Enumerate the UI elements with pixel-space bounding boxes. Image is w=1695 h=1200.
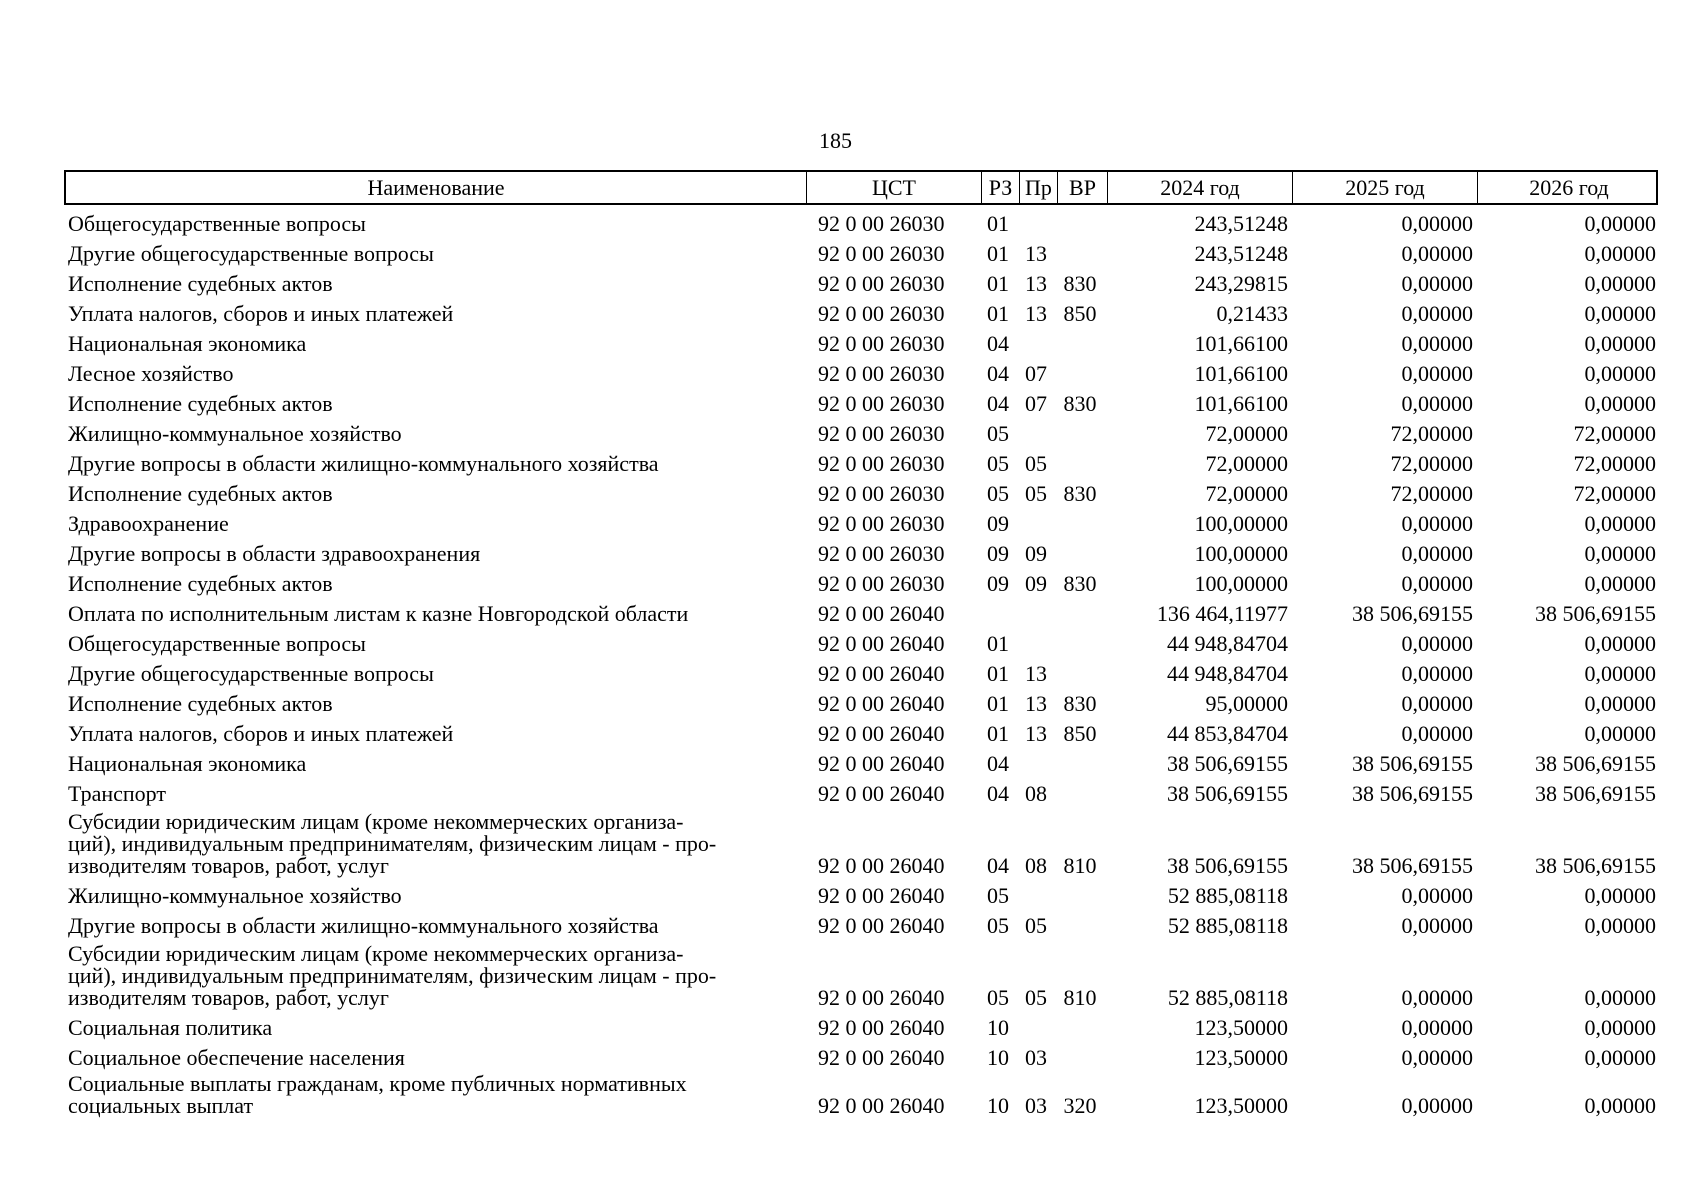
- cell-2024: 95,00000: [1205, 691, 1288, 716]
- cell-cst: 92 0 00 26040: [818, 1045, 945, 1070]
- cell-2024: 0,21433: [1216, 301, 1288, 326]
- cell-2024: 52 885,08118: [1167, 913, 1288, 938]
- table-row: [64, 595, 1658, 625]
- cell-2025: 0,00000: [1401, 301, 1473, 326]
- cell-name: Исполнение судебных актов: [68, 571, 333, 596]
- cell-name: Общегосударственные вопросы: [68, 631, 366, 656]
- cell-vr: 830: [1063, 271, 1097, 296]
- cell-2026: 0,00000: [1584, 541, 1656, 566]
- cell-2026: 0,00000: [1584, 361, 1656, 386]
- cell-name: Жилищно-коммунальное хозяйство: [68, 883, 402, 908]
- cell-2024: 101,66100: [1194, 331, 1288, 356]
- cell-cst: 92 0 00 26030: [818, 211, 945, 236]
- cell-pr: 13: [1025, 271, 1047, 296]
- cell-cst: 92 0 00 26030: [818, 481, 945, 506]
- cell-cst: 92 0 00 26030: [818, 331, 945, 356]
- cell-vr: [1055, 1035, 1105, 1039]
- cell-2025: 38 506,69155: [1352, 853, 1473, 878]
- cell-pr: 13: [1025, 721, 1047, 746]
- cell-vr: 830: [1063, 391, 1097, 416]
- table-body: [64, 205, 1658, 1117]
- cell-2024: 44 853,84704: [1167, 721, 1288, 746]
- cell-2026: 0,00000: [1584, 211, 1656, 236]
- cell-pr: 08: [1025, 853, 1047, 878]
- cell-vr: 830: [1063, 571, 1097, 596]
- cell-cst: 92 0 00 26040: [818, 661, 945, 686]
- cell-cst: 92 0 00 26040: [818, 781, 945, 806]
- cell-name: Другие общегосударственные вопросы: [68, 661, 434, 686]
- cell-cst: 92 0 00 26040: [818, 721, 945, 746]
- table-row: [64, 355, 1658, 385]
- cell-vr: [1055, 351, 1105, 355]
- cell-pr: 13: [1025, 691, 1047, 716]
- cell-pr: 09: [1025, 541, 1047, 566]
- table-row: [64, 265, 1658, 295]
- cell-2026: 0,00000: [1584, 913, 1656, 938]
- table-row: [64, 1039, 1658, 1069]
- cell-cst: 92 0 00 26040: [818, 913, 945, 938]
- cell-2026: 0,00000: [1584, 1045, 1656, 1070]
- cell-2025: 0,00000: [1401, 661, 1473, 686]
- cell-cst: 92 0 00 26040: [818, 1093, 945, 1118]
- cell-vr: 850: [1063, 721, 1097, 746]
- cell-2026: 0,00000: [1584, 691, 1656, 716]
- cell-2025: 38 506,69155: [1352, 751, 1473, 776]
- cell-2024: 52 885,08118: [1167, 985, 1288, 1010]
- cell-cst: 92 0 00 26040: [818, 691, 945, 716]
- cell-2026: 38 506,69155: [1535, 853, 1656, 878]
- cell-vr: [1055, 441, 1105, 445]
- cell-2025: 0,00000: [1401, 571, 1473, 596]
- cell-2024: 72,00000: [1205, 451, 1288, 476]
- table-row: [64, 445, 1658, 475]
- table-row: [64, 475, 1658, 505]
- cell-rz: [979, 621, 1017, 625]
- cell-2025: 0,00000: [1401, 1093, 1473, 1118]
- cell-rz: 04: [987, 781, 1009, 806]
- cell-cst: 92 0 00 26030: [818, 241, 945, 266]
- cell-name: Социальная политика: [68, 1015, 273, 1040]
- cell-rz: 04: [987, 361, 1009, 386]
- budget-table: [64, 170, 1658, 1117]
- cell-vr: [1055, 1065, 1105, 1069]
- cell-cst: 92 0 00 26030: [818, 391, 945, 416]
- cell-2026: 0,00000: [1584, 661, 1656, 686]
- cell-cst: 92 0 00 26040: [818, 751, 945, 776]
- cell-name: Здравоохранение: [68, 511, 229, 536]
- cell-2024: 100,00000: [1194, 541, 1288, 566]
- cell-2025: 0,00000: [1401, 361, 1473, 386]
- table-row: [64, 325, 1658, 355]
- cell-name: Исполнение судебных актов: [68, 691, 333, 716]
- table-row: [64, 385, 1658, 415]
- cell-2026: 72,00000: [1573, 481, 1656, 506]
- cell-rz: 01: [987, 661, 1009, 686]
- cell-vr: [1055, 561, 1105, 565]
- cell-vr: [1055, 621, 1105, 625]
- cell-vr: 320: [1063, 1093, 1097, 1118]
- table-row: [64, 907, 1658, 937]
- cell-cst: 92 0 00 26030: [818, 361, 945, 386]
- cell-pr: 09: [1025, 571, 1047, 596]
- cell-name: Оплата по исполнительным листам к казне Новгородской области: [68, 601, 689, 626]
- cell-rz: 01: [987, 211, 1009, 236]
- cell-cst: 92 0 00 26030: [818, 451, 945, 476]
- cell-cst: 92 0 00 26030: [818, 301, 945, 326]
- cell-2026: 0,00000: [1584, 331, 1656, 356]
- cell-2024: 136 464,11977: [1156, 601, 1288, 626]
- cell-pr: 08: [1025, 781, 1047, 806]
- cell-vr: [1055, 231, 1105, 235]
- cell-2024: 123,50000: [1194, 1045, 1288, 1070]
- header-2024: 2024 год: [1107, 172, 1292, 203]
- cell-2025: 0,00000: [1401, 391, 1473, 416]
- cell-vr: 830: [1063, 691, 1097, 716]
- cell-cst: 92 0 00 26030: [818, 571, 945, 596]
- header-rz: РЗ: [981, 172, 1019, 203]
- cell-2025: 0,00000: [1401, 271, 1473, 296]
- cell-2024: 123,50000: [1194, 1093, 1288, 1118]
- cell-2026: 72,00000: [1573, 421, 1656, 446]
- cell-vr: [1055, 933, 1105, 937]
- cell-2026: 0,00000: [1584, 301, 1656, 326]
- cell-pr: [1017, 621, 1055, 625]
- cell-cst: 92 0 00 26040: [818, 985, 945, 1010]
- cell-2025: 0,00000: [1401, 985, 1473, 1010]
- cell-2025: 0,00000: [1401, 331, 1473, 356]
- cell-2026: 72,00000: [1573, 451, 1656, 476]
- cell-rz: 04: [987, 331, 1009, 356]
- cell-vr: [1055, 531, 1105, 535]
- cell-2024: 243,29815: [1194, 271, 1288, 296]
- cell-vr: [1055, 651, 1105, 655]
- cell-2024: 72,00000: [1205, 421, 1288, 446]
- cell-pr: [1017, 1035, 1055, 1039]
- cell-pr: [1017, 441, 1055, 445]
- cell-rz: 01: [987, 241, 1009, 266]
- cell-name: Субсидии юридическим лицам (кроме некоммерческих организа- ций), индивидуальным предпринимателям, физическим лицам - про- изводителям товаров, работ, услуг: [68, 941, 717, 1010]
- cell-2026: 38 506,69155: [1535, 601, 1656, 626]
- cell-2024: 243,51248: [1194, 241, 1288, 266]
- table-row: [64, 877, 1658, 907]
- cell-2024: 44 948,84704: [1167, 631, 1288, 656]
- cell-vr: [1055, 801, 1105, 805]
- table-row: [64, 685, 1658, 715]
- cell-pr: 13: [1025, 241, 1047, 266]
- cell-cst: 92 0 00 26030: [818, 511, 945, 536]
- cell-2026: 0,00000: [1584, 883, 1656, 908]
- table-row: [64, 565, 1658, 595]
- cell-2025: 0,00000: [1401, 211, 1473, 236]
- cell-pr: 03: [1025, 1093, 1047, 1118]
- cell-2026: 0,00000: [1584, 1093, 1656, 1118]
- cell-rz: 05: [987, 421, 1009, 446]
- table-row: [64, 505, 1658, 535]
- cell-2026: 38 506,69155: [1535, 781, 1656, 806]
- cell-rz: 05: [987, 481, 1009, 506]
- table-row: [64, 415, 1658, 445]
- cell-2026: 0,00000: [1584, 571, 1656, 596]
- cell-pr: 05: [1025, 481, 1047, 506]
- table-row: [64, 1009, 1658, 1039]
- cell-2026: 0,00000: [1584, 985, 1656, 1010]
- cell-2025: 72,00000: [1390, 421, 1473, 446]
- cell-pr: 05: [1025, 913, 1047, 938]
- cell-vr: [1055, 471, 1105, 475]
- header-vr: ВР: [1057, 172, 1107, 203]
- cell-cst: 92 0 00 26030: [818, 541, 945, 566]
- cell-2025: 0,00000: [1401, 241, 1473, 266]
- table-row: [64, 235, 1658, 265]
- header-2026: 2026 год: [1477, 172, 1660, 203]
- cell-2026: 0,00000: [1584, 391, 1656, 416]
- cell-vr: [1055, 903, 1105, 907]
- cell-2024: 123,50000: [1194, 1015, 1288, 1040]
- cell-name: Социальное обеспечение населения: [68, 1045, 405, 1070]
- cell-2024: 38 506,69155: [1167, 751, 1288, 776]
- cell-rz: 09: [987, 571, 1009, 596]
- cell-2024: 100,00000: [1194, 511, 1288, 536]
- cell-2025: 0,00000: [1401, 1015, 1473, 1040]
- table-row: [64, 1069, 1658, 1117]
- cell-2026: 0,00000: [1584, 1015, 1656, 1040]
- table-row: [64, 715, 1658, 745]
- cell-rz: 04: [987, 853, 1009, 878]
- cell-2024: 72,00000: [1205, 481, 1288, 506]
- cell-2025: 0,00000: [1401, 541, 1473, 566]
- cell-vr: [1055, 381, 1105, 385]
- cell-name: Субсидии юридическим лицам (кроме некоммерческих организа- ций), индивидуальным предпринимателям, физическим лицам - про- изводителям товаров, работ, услуг: [68, 809, 717, 878]
- cell-pr: 07: [1025, 361, 1047, 386]
- cell-rz: 05: [987, 451, 1009, 476]
- cell-vr: 810: [1063, 853, 1097, 878]
- table-row: [64, 205, 1658, 235]
- cell-2025: 0,00000: [1401, 1045, 1473, 1070]
- cell-cst: 92 0 00 26040: [818, 883, 945, 908]
- cell-2024: 243,51248: [1194, 211, 1288, 236]
- cell-2026: 0,00000: [1584, 241, 1656, 266]
- cell-pr: [1017, 651, 1055, 655]
- cell-pr: [1017, 531, 1055, 535]
- table-row: [64, 775, 1658, 805]
- cell-2024: 100,00000: [1194, 571, 1288, 596]
- cell-vr: 850: [1063, 301, 1097, 326]
- cell-2024: 52 885,08118: [1167, 883, 1288, 908]
- table-row: [64, 937, 1658, 1009]
- cell-2025: 0,00000: [1401, 511, 1473, 536]
- cell-rz: 09: [987, 541, 1009, 566]
- cell-cst: 92 0 00 26030: [818, 421, 945, 446]
- table-row: [64, 745, 1658, 775]
- cell-2025: 72,00000: [1390, 481, 1473, 506]
- cell-vr: [1055, 261, 1105, 265]
- cell-2024: 38 506,69155: [1167, 781, 1288, 806]
- table-row: [64, 655, 1658, 685]
- cell-name: Лесное хозяйство: [68, 361, 234, 386]
- cell-name: Исполнение судебных актов: [68, 271, 333, 296]
- cell-pr: [1017, 231, 1055, 235]
- cell-name: Национальная экономика: [68, 331, 307, 356]
- cell-rz: 09: [987, 511, 1009, 536]
- cell-name: Общегосударственные вопросы: [68, 211, 366, 236]
- cell-2024: 101,66100: [1194, 391, 1288, 416]
- cell-name: Транспорт: [68, 781, 167, 806]
- cell-cst: 92 0 00 26040: [818, 601, 945, 626]
- cell-name: Другие вопросы в области здравоохранения: [68, 541, 481, 566]
- cell-2025: 0,00000: [1401, 721, 1473, 746]
- cell-rz: 04: [987, 751, 1009, 776]
- table-header: [64, 170, 1658, 205]
- cell-rz: 04: [987, 391, 1009, 416]
- cell-name: Уплата налогов, сборов и иных платежей: [68, 721, 454, 746]
- cell-name: Другие общегосударственные вопросы: [68, 241, 434, 266]
- cell-pr: [1017, 903, 1055, 907]
- table-row: [64, 805, 1658, 877]
- cell-2025: 72,00000: [1390, 451, 1473, 476]
- cell-pr: [1017, 351, 1055, 355]
- cell-vr: 830: [1063, 481, 1097, 506]
- cell-cst: 92 0 00 26040: [818, 631, 945, 656]
- cell-cst: 92 0 00 26040: [818, 1015, 945, 1040]
- cell-2025: 38 506,69155: [1352, 601, 1473, 626]
- cell-2025: 0,00000: [1401, 691, 1473, 716]
- header-cst: ЦСТ: [806, 172, 981, 203]
- cell-cst: 92 0 00 26030: [818, 271, 945, 296]
- cell-name: Уплата налогов, сборов и иных платежей: [68, 301, 454, 326]
- cell-vr: 810: [1063, 985, 1097, 1010]
- cell-name: Исполнение судебных актов: [68, 391, 333, 416]
- cell-name: Другие вопросы в области жилищно-коммунального хозяйства: [68, 451, 659, 476]
- cell-cst: 92 0 00 26040: [818, 853, 945, 878]
- cell-2026: 0,00000: [1584, 271, 1656, 296]
- cell-rz: 01: [987, 721, 1009, 746]
- cell-rz: 01: [987, 631, 1009, 656]
- header-name: Наименование: [367, 175, 505, 200]
- cell-pr: 13: [1025, 661, 1047, 686]
- cell-rz: 05: [987, 883, 1009, 908]
- cell-name: Социальные выплаты гражданам, кроме публичных нормативных социальных выплат: [68, 1071, 687, 1118]
- cell-pr: 05: [1025, 451, 1047, 476]
- table-row: [64, 625, 1658, 655]
- cell-2026: 38 506,69155: [1535, 751, 1656, 776]
- cell-2024: 38 506,69155: [1167, 853, 1288, 878]
- cell-pr: 07: [1025, 391, 1047, 416]
- cell-pr: 05: [1025, 985, 1047, 1010]
- cell-name: Жилищно-коммунальное хозяйство: [68, 421, 402, 446]
- cell-name: Исполнение судебных актов: [68, 481, 333, 506]
- cell-rz: 05: [987, 913, 1009, 938]
- cell-2024: 44 948,84704: [1167, 661, 1288, 686]
- cell-rz: 01: [987, 301, 1009, 326]
- cell-rz: 01: [987, 691, 1009, 716]
- cell-name: Национальная экономика: [68, 751, 307, 776]
- cell-name: Другие вопросы в области жилищно-коммунального хозяйства: [68, 913, 659, 938]
- cell-rz: 01: [987, 271, 1009, 296]
- cell-2024: 101,66100: [1194, 361, 1288, 386]
- header-pr: Пр: [1019, 172, 1057, 203]
- cell-rz: 05: [987, 985, 1009, 1010]
- cell-rz: 10: [987, 1015, 1009, 1040]
- cell-rz: 10: [987, 1045, 1009, 1070]
- cell-2025: 0,00000: [1401, 913, 1473, 938]
- cell-pr: 13: [1025, 301, 1047, 326]
- page-number: 185: [819, 128, 852, 153]
- cell-vr: [1055, 771, 1105, 775]
- cell-2025: 0,00000: [1401, 631, 1473, 656]
- cell-pr: 03: [1025, 1045, 1047, 1070]
- table-row: [64, 535, 1658, 565]
- cell-2026: 0,00000: [1584, 721, 1656, 746]
- cell-2026: 0,00000: [1584, 511, 1656, 536]
- cell-2026: 0,00000: [1584, 631, 1656, 656]
- header-2025: 2025 год: [1292, 172, 1477, 203]
- cell-rz: 10: [987, 1093, 1009, 1118]
- cell-vr: [1055, 681, 1105, 685]
- table-row: [64, 295, 1658, 325]
- cell-2025: 0,00000: [1401, 883, 1473, 908]
- cell-2025: 38 506,69155: [1352, 781, 1473, 806]
- cell-pr: [1017, 771, 1055, 775]
